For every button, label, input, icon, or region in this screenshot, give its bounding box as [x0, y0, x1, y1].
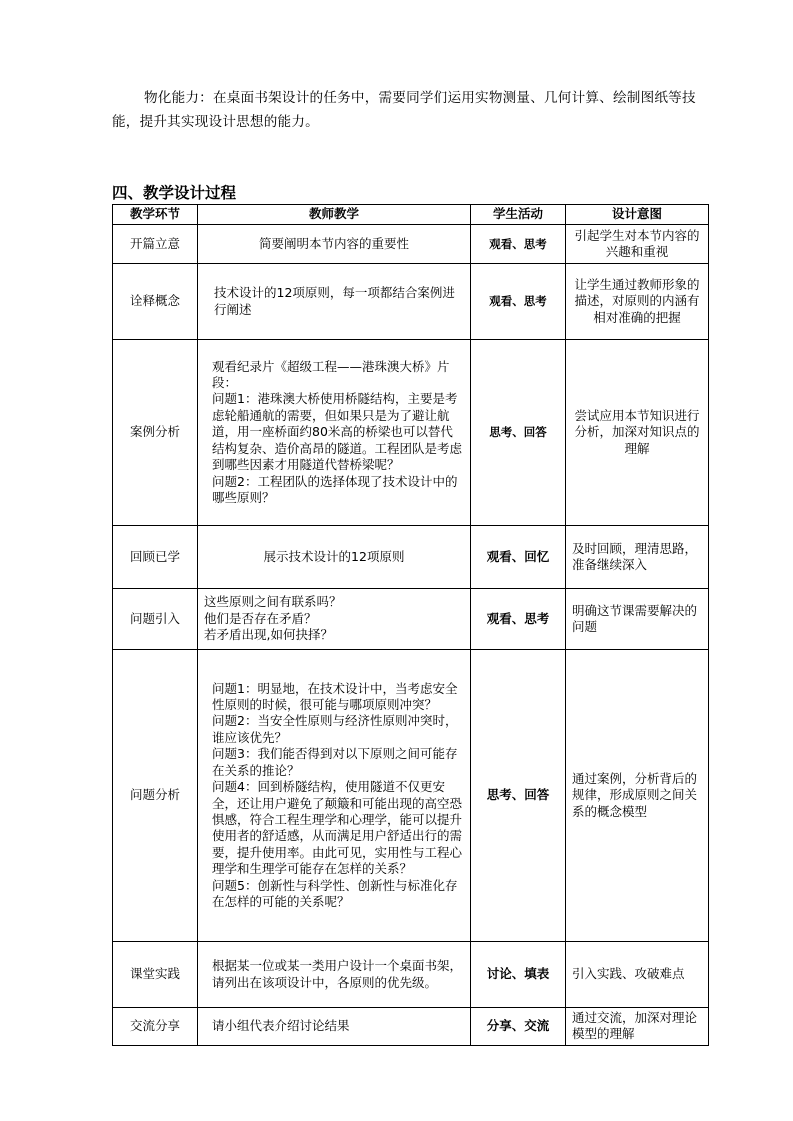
- intent-cell: 明确这节课需要解决的问题: [566, 589, 709, 650]
- stage-cell: 回顾已学: [113, 526, 198, 589]
- teaching-line: 问题5：创新性与科学性、创新性与标准化存在怎样的可能的关系呢？: [212, 877, 458, 909]
- teaching-line: 问题3：我们能否得到对以下原则之间可能存在关系的推论？: [212, 746, 458, 778]
- section-heading: 四、教学设计过程: [112, 183, 237, 202]
- table-row: [113, 942, 709, 1008]
- teaching-cell: [198, 340, 471, 526]
- stage-cell: 问题引入: [113, 589, 198, 650]
- stage-cell: 课堂实践: [113, 942, 198, 1008]
- teaching-line: 观看纪录片《超级工程——港珠澳大桥》片段：: [212, 358, 450, 391]
- teaching-cell: 请小组代表介绍讨论结果: [198, 1008, 471, 1046]
- table-row: [113, 650, 709, 942]
- intent-cell: 让学生通过教师形象的描述，对原则的内涵有相对准确的把握: [566, 264, 709, 340]
- teaching-line: 问题2：当安全性原则与经济性原则冲突时，谁应该优先？: [212, 713, 458, 745]
- activity-cell: 观看、思考: [471, 264, 566, 340]
- activity-cell: 观看、思考: [471, 225, 566, 264]
- teaching-cell: [198, 650, 471, 942]
- intent-cell: 通过交流，加深对理论模型的理解: [566, 1008, 709, 1046]
- activity-cell: 观看、回忆: [471, 526, 566, 589]
- activity-cell: 观看、思考: [471, 589, 566, 650]
- stage-cell: 问题分析: [113, 650, 198, 942]
- stage-cell: 案例分析: [113, 340, 198, 526]
- intro-paragraph: 物化能力：在桌面书架设计的任务中，需要同学们运用实物测量、几何计算、绘制图纸等技能，提升其实现设计思想的能力。: [112, 90, 696, 130]
- teaching-cell: 展示技术设计的12项原则: [198, 526, 471, 589]
- header-intent: 设计意图: [566, 205, 709, 225]
- teaching-line: 问题4：回到桥隧结构，使用隧道不仅更安全，还让用户避免了颠簸和可能出现的高空恐惧感，符合工程生理学和心理学，能可以提升使用者的舒适感，从而满足用户舒适出行的需要，提升使用率。由此可见，实用性与工程心理学和生理学可能存在怎样的关系？: [212, 779, 463, 877]
- stage-cell: 交流分享: [113, 1008, 198, 1046]
- intent-cell: 及时回顾，理清思路，准备继续深入: [566, 526, 709, 589]
- teaching-line: 问题2：工程团队的选择体现了技术设计中的哪些原则？: [212, 473, 458, 505]
- table-row: [113, 589, 709, 650]
- header-activity: 学生活动: [471, 205, 566, 225]
- activity-cell: 思考、回答: [471, 650, 566, 942]
- table-row: [113, 225, 709, 264]
- header-stage: 教学环节: [113, 205, 198, 225]
- teaching-line: 他们是否存在矛盾？: [204, 610, 317, 626]
- header-teaching: 教师教学: [198, 205, 471, 225]
- teaching-line: 这些原则之间有联系吗？: [204, 594, 342, 610]
- teaching-cell: [198, 589, 471, 650]
- table-row: [113, 264, 709, 340]
- teaching-cell: 简要阐明本节内容的重要性: [198, 225, 471, 264]
- teaching-cell: 技术设计的12项原则，每一项都结合案例进行阐述: [198, 264, 471, 340]
- teaching-line: 若矛盾出现,如何抉择？: [204, 627, 333, 643]
- intent-cell: 引入实践、攻破难点: [566, 942, 709, 1008]
- stage-cell: 开篇立意: [113, 225, 198, 264]
- intent-cell: 通过案例，分析背后的规律，形成原则之间关系的概念模型: [566, 650, 709, 942]
- activity-cell: 分享、交流: [471, 1008, 566, 1046]
- teaching-line: 问题1：港珠澳大桥使用桥隧结构，主要是考虑轮船通航的需要，但如果只是为了避让航道，用一座桥面约80米高的桥梁也可以替代结构复杂、造价高昂的隧道。工程团队是考虑到哪些因素才用隧道代替桥梁呢？: [212, 391, 463, 473]
- stage-cell: 诠释概念: [113, 264, 198, 340]
- teaching-design-table: [112, 204, 709, 1046]
- activity-cell: 思考、回答: [471, 340, 566, 526]
- table-row: [113, 526, 709, 589]
- teaching-line: 问题1：明显地，在技术设计中，当考虑安全性原则的时候，很可能与哪项原则冲突？: [212, 680, 458, 713]
- table-row: [113, 1008, 709, 1046]
- intent-cell: 尝试应用本节知识进行分析，加深对知识点的理解: [566, 340, 709, 526]
- table-row: [113, 340, 709, 526]
- teaching-cell: 根据某一位或某一类用户设计一个桌面书架，请列出在该项设计中，各原则的优先级。: [198, 942, 471, 1008]
- intent-cell: 引起学生对本节内容的兴趣和重视: [566, 225, 709, 264]
- activity-cell: 讨论、填表: [471, 942, 566, 1008]
- table-header-row: [113, 205, 709, 225]
